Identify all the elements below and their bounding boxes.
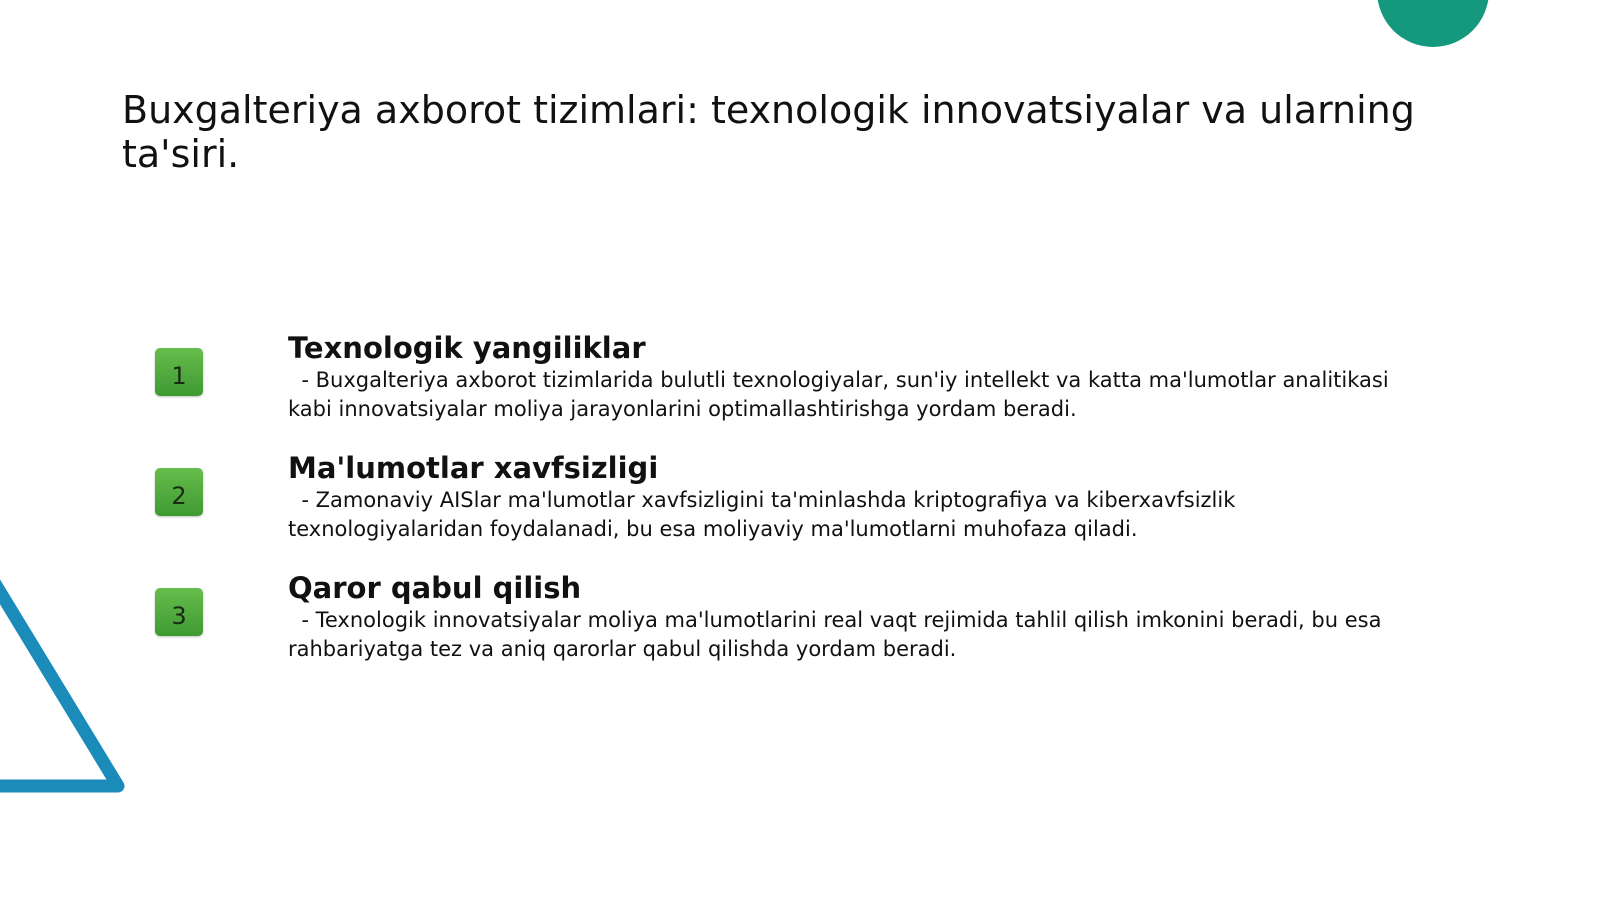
decorative-circle — [1377, 0, 1489, 47]
item-number-badge: 3 — [155, 588, 203, 636]
item-text: - Buxgalteriya axborot tizimlarida bulutli texnologiyalar, sun'iy intellekt va katta ma'lumotlar analitikasi kabi innovatsiyalar moliya jarayonlarini optimallashtirishga yordam beradi. — [288, 368, 1396, 421]
item-text: - Zamonaviy AISlar ma'lumotlar xavfsizligini ta'minlashda kriptografiya va kiberxavfsizlik texnologiyalaridan foydalanadi, bu esa moliyaviy ma'lumotlarni muhofaza qiladi. — [288, 488, 1243, 541]
item-body — [288, 330, 1428, 424]
item-heading: Qaror qabul qilish — [288, 571, 582, 605]
decorative-triangle — [0, 570, 140, 810]
item-heading: Ma'lumotlar xavfsizligi — [288, 451, 659, 485]
item-body — [288, 450, 1428, 544]
slide-title: Buxgalteriya axborot tizimlari: texnologik innovatsiyalar va ularning ta'siri. — [122, 88, 1415, 176]
item-text: - Texnologik innovatsiyalar moliya ma'lumotlarini real vaqt rejimida tahlil qilish imkonini beradi, bu esa rahbariyatga tez va aniq qarorlar qabul qilishda yordam beradi. — [288, 608, 1389, 661]
item-heading: Texnologik yangiliklar — [288, 331, 646, 365]
item-body — [288, 570, 1428, 664]
item-number-badge: 1 — [155, 348, 203, 396]
item-number-badge: 2 — [155, 468, 203, 516]
